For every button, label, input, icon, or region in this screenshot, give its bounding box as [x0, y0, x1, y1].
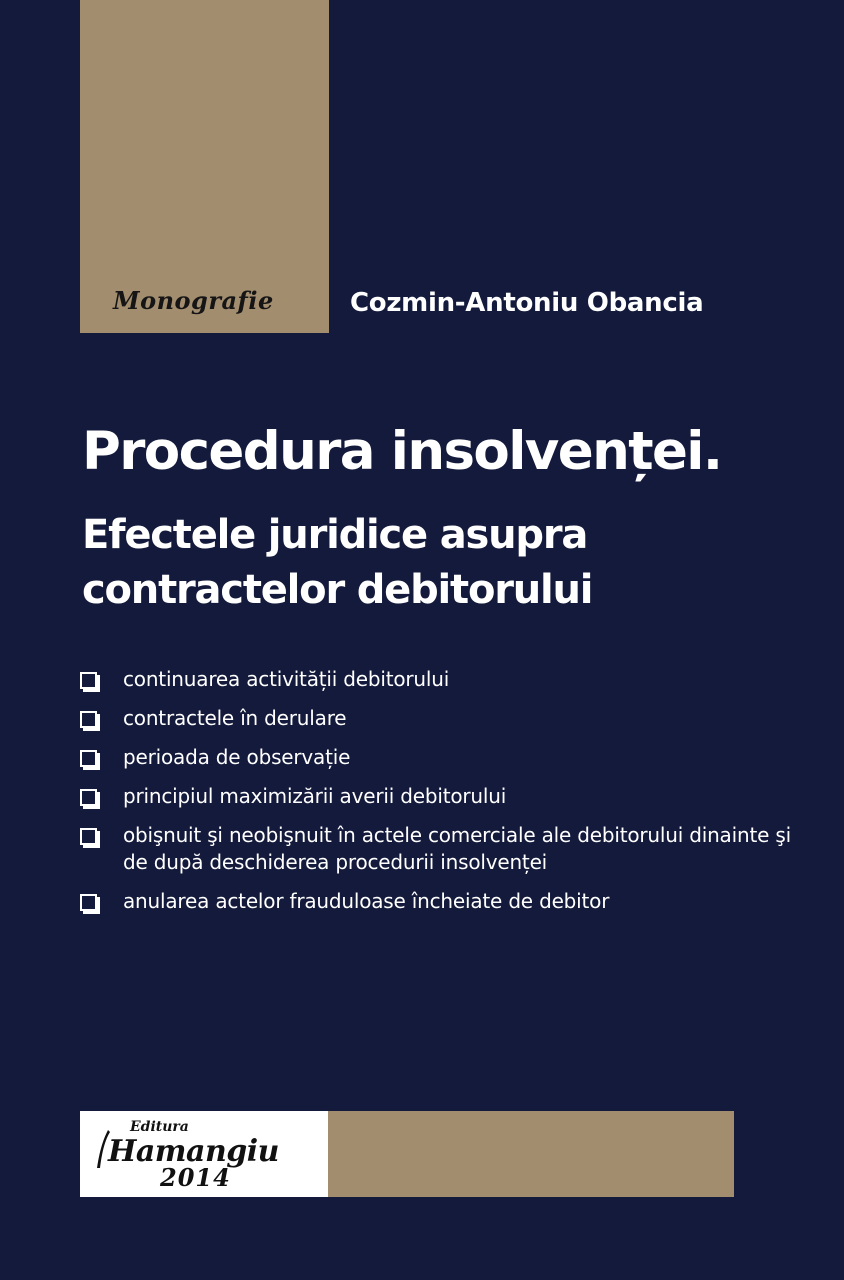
topic-item [78, 783, 818, 810]
checkbox-bullet-icon [80, 672, 97, 689]
publication-year: 2014 [160, 1163, 231, 1192]
topic-text: principiul maximizării averii debitorului [123, 784, 507, 808]
topic-item [78, 705, 818, 732]
subtitle-line: contractelor debitorului [82, 567, 593, 613]
checkbox-bullet-icon [80, 828, 97, 845]
topic-item [78, 822, 818, 876]
checkbox-bullet-icon [80, 711, 97, 728]
accent-block-top [80, 0, 329, 333]
topic-text: anularea actelor frauduloase încheiate de debitor [123, 889, 610, 913]
topic-text: continuarea activității debitorului [123, 667, 450, 691]
checkbox-bullet-icon [80, 750, 97, 767]
subtitle-line: Efectele juridice asupra [82, 512, 588, 558]
checkbox-bullet-icon [80, 789, 97, 806]
publisher-label: Editura [130, 1119, 189, 1135]
accent-bar-bottom [328, 1111, 734, 1197]
topic-text: perioada de observație [123, 745, 351, 769]
topic-text: obişnuit şi neobişnuit în actele comerciale ale debitorului dinainte şi de după deschiderea procedurii insolvenței [123, 823, 791, 874]
checkbox-bullet-icon [80, 894, 97, 911]
series-label: Monografie [113, 286, 274, 315]
book-subtitle [82, 508, 822, 618]
author-name: Cozmin-Antoniu Obancia [350, 288, 704, 318]
book-title: Procedura insolvenței. [82, 421, 722, 482]
publisher-name: Hamangiu [108, 1134, 279, 1169]
topic-text: contractele în derulare [123, 706, 347, 730]
topic-item [78, 888, 818, 915]
topic-list [78, 666, 818, 927]
topic-item [78, 666, 818, 693]
topic-item [78, 744, 818, 771]
